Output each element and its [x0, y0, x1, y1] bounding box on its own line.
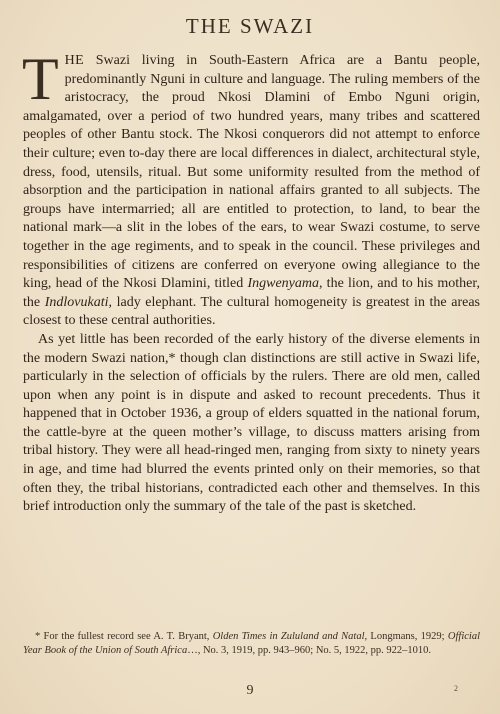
footnote-book-2: Official Year Book of the Union of South Africa — [23, 631, 480, 656]
footnote — [23, 630, 480, 657]
paragraph-2: As yet little has been recorded of the early history of the diverse elements in the modern Swazi nation,* though clan distinctions are still active in Swazi life, particularly in the selection of officials by the rulers. There are old men, called upon when any point is in dispute and asked to recount precedents. Thus it happened that in October 1936, a group of elders squatted in the national forum, the cattle-byre at the queen mother’s village, to discuss matters arising from tribal history. They were all head-ringed men, ranging from sixty to ninety years in age, and time had blurred the events printed only on their memories, so that often they, the tribal historians, contradicted each other and themselves. In this brief introduction only the summary of the tale of the past is sketched. — [23, 331, 480, 515]
signature-mark: 2 — [454, 684, 458, 693]
paragraph-1-text-end: , lady elephant. The cultural homogeneity is greatest in the areas closest to these central authorities. — [23, 294, 480, 329]
body-text — [22, 46, 481, 517]
footnote-tail: …, No. 3, 1919, pp. 943–960; No. 5, 1922, pp. 922–1010. — [187, 644, 432, 656]
page-number: 9 — [246, 683, 254, 698]
paragraph-1-text: Swazi living in South-Eastern Africa are a Bantu people, predominantly Nguni in culture and language. The ruling members of the aristocracy, the proud Nkosi Dlamini of Embo Nguni origin, amalgamated, over a period of two hundred years, many tribes and scattered peoples of other Bantu stock. The Nkosi conquerors did not attempt to enforce their culture; even to-day there are local differences in dialect, architectural style, dress, food, utensils, ritual. But some uniformity resulted from the method of absorption and the participation in national affairs granted to all subjects. The groups have intermarried; all are entitled to protection, to land, to bear the national mark—a slit in the lobes of the ears, to wear Swazi costume, to serve together in the age regiments, and to speak in the council. These privileges and responsibilities of citizens are conferred on everyone owing allegiance to the king, head of the Nkosi Dlamini, titled — [23, 53, 480, 292]
mother-title: Indlovukati — [44, 294, 109, 310]
footnote-lead: * For the fullest record see A. T. Bryant, — [35, 631, 213, 642]
paragraph-1 — [22, 46, 481, 331]
first-word: HE — [64, 53, 84, 68]
footnote-book-1: Olden Times in Zululand and Natal — [212, 631, 365, 642]
footnote-mid: , Longmans, 1929; — [364, 631, 448, 642]
page-title: THE SWAZI — [185, 14, 315, 38]
drop-cap: T — [22, 46, 59, 112]
paragraph-1-text-mid: , the lion, and to his mother, the — [23, 276, 481, 310]
king-title: Ingwenyama — [247, 276, 319, 292]
